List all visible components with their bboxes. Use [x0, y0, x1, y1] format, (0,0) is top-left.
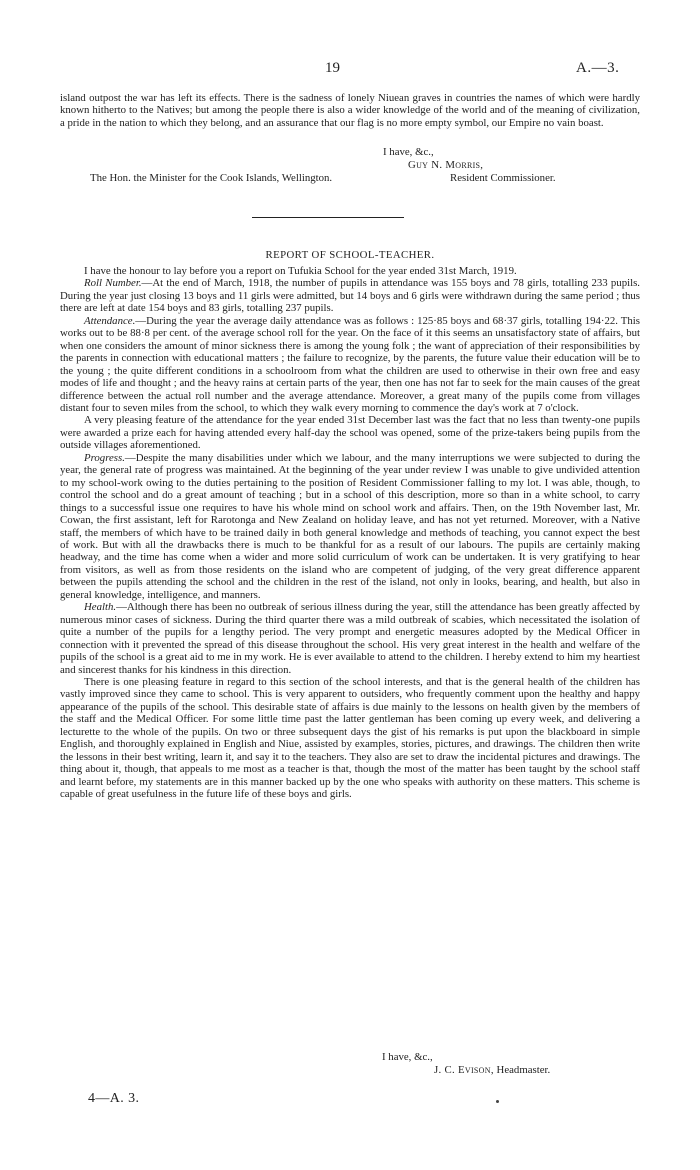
progress-lead: Progress. — [84, 451, 125, 464]
health-paragraph-2: There is one pleasing feature in regard to this section of the school interests, and that is the general health of the children has vastly improved since they came to school. This is very apparent to outsiders, who frequently comment upon the healthy and happy appearance of the pupils of the school. This desirable state of affairs is due mainly to the lessons on health given by the members of the staff and the Medical Officer. For some little time past the latter gentleman has been coming up every week, and delivering a lecturette to the whole of the pupils. On two or three subsequent days the gist of his remarks is put upon the blackboard in simple English, and thoroughly explained in English and Niue, assisted by examples, stories, pictures, and drawings. The children then write the lessons in their best writing, learn it, and say it to the teachers. They also are set to draw the incidental pictures and drawings. The thing about it, though, that appeals to me most as a teacher is that, though the most of the matter has been taught by the school staff and learnt before, my statements are in this manner backed up by the one who speaks with authority on these matters. This scheme is capable of great usefulness in the future life of these boys and girls. — [60, 675, 640, 801]
sheet-reference: 4—A. 3. — [88, 1091, 140, 1106]
health-paragraph — [60, 601, 640, 676]
attendance-lead: Attendance. — [84, 314, 136, 327]
addressee: The Hon. the Minister for the Cook Islands, Wellington. — [90, 172, 333, 184]
report-intro: I have the honour to lay before you a report on Tufukia School for the year ended 31st March, 1919. — [84, 265, 517, 277]
attendance-text: —During the year the average daily attendance was as follows : 125·85 boys and 68·37 girls, totalling 194·22. This works out to be 88·8 per cent. of the average school roll for the year. On the face of it this seems an unsatisfactory state of affairs, but when one considers the amount of minor sickness there is among the young folk ; the want of appreciation of their responsibilities by the parents in connection with educational matters ; the failure to recognize, by the parents, the future value their education will be to the young ; the quite different conditions in a schoolroom from what the children are used to otherwise in their own free and easy modes of life and thought ; and the heavy rains at certain parts of the year, then one has not far to seek for the main causes of the great difference between the actual roll number and the average attendance. Moreover, a great many of the pupils come from villages distant four to seven miles from the school, to which they walk every morning to commence the day's work at 7 o'clock. — [60, 314, 640, 414]
closing-line-1: I have, &c., — [383, 146, 434, 158]
section-divider — [252, 217, 404, 218]
health-text: —Although there has been no outbreak of serious illness during the year, still the attendance has been greatly affected by numerous minor cases of sickness. During the third quarter there was a mild outbreak of scabies, which necessitated the isolation of quite a number of the pupils for a lengthy period. The very prompt and energetic measures adopted by the Medical Officer in connection with it prevented the spread of this disease throughout the school. His very great interest in the health and welfare of the pupils of the school is a great aid to me in my work. He is ever available to attend to the children. I hereby extend to him my heartiest and sincerest thanks for his kindness in this direction. — [60, 601, 640, 676]
progress-text: —Despite the many disabilities under which we labour, and the many interruptions we were subjected to during the year, the general rate of progress was maintained. At the beginning of the year under review I was unable to give undivided attention to my school-work owing to the duties pertaining to the position of Resident Commissioner falling to my lot. I was able, though, to control the school and do a great amount of teaching ; but in a school of this description, more so than in a white school, to carry things to a successful issue one requires to have his whole mind on school work and affairs. Then, on the 19th November last, Mr. Cowan, the first assistant, left for Rarotonga and New Zealand on holiday leave, and has not yet returned. Moreover, with a Native staff, the members of which have to be trained daily in both general knowledge and methods of teaching, you cannot expect the best of work. But with all the drawbacks there is much to be thankful for as a result of our labours. The pupils are certainly making headway, and the time has come when a wider and more solid curriculum of work can be undertaken. It is very gratifying to hear from visitors, as well as from those residents on the island who are competent of judging, of the very great difference apparent between the pupils attending the school and the children in the rest of the island, not only in looks, bearing, and health, but also in general knowledge, intelligence, and manners. — [60, 451, 640, 601]
closing-line-2: I have, &c., — [382, 1051, 433, 1063]
opening-text: island outpost the war has left its effects. There is the sadness of lonely Niuean graves in countries the names of which were hardly known hitherto to the Natives; but among the people there is also a wider knowledge of the world and of the meaning of civilization, a pride in the nation to which they belong, and an assurance that our flag is no more empty symbol, our Empire no vain boast. — [60, 92, 640, 129]
signatory-title-2: Headmaster. — [496, 1064, 551, 1076]
signatory-name-1: Guy N. Morris, — [408, 159, 484, 171]
signatory-name-2: J. C. Evison, — [434, 1064, 494, 1076]
health-lead: Health. — [84, 601, 117, 614]
roll-number-text: —At the end of March, 1918, the number of pupils in attendance was 155 boys and 78 girls, totalling 233 pupils. During the year just closing 13 boys and 11 girls were admitted, but 14 boys and 6 girls were withdrawn during the same period ; thus there are left at date 154 boys and 83 girls, totalling 237 pupils. — [60, 277, 640, 315]
roll-number-lead: Roll Number. — [84, 277, 142, 290]
opening-paragraph — [60, 92, 640, 129]
signatory-title-1: Resident Commissioner. — [450, 172, 556, 184]
page-number: 19 — [325, 60, 340, 76]
report-body — [60, 265, 640, 800]
roll-number-paragraph — [60, 277, 640, 314]
report-heading: REPORT OF SCHOOL-TEACHER. — [265, 249, 435, 261]
ink-speck — [496, 1100, 499, 1103]
attendance-paragraph — [60, 315, 640, 415]
progress-paragraph — [60, 452, 640, 601]
signature-2 — [434, 1064, 550, 1077]
attendance-paragraph-2: A very pleasing feature of the attendance for the year ended 31st December last was the fact that no less than twenty-one pupils were awarded a prize each for having attended every half-day the school was opened, some of the prize-takers being pupils from the outside villages aforementioned. — [60, 414, 640, 452]
document-reference: A.—3. — [576, 60, 620, 76]
